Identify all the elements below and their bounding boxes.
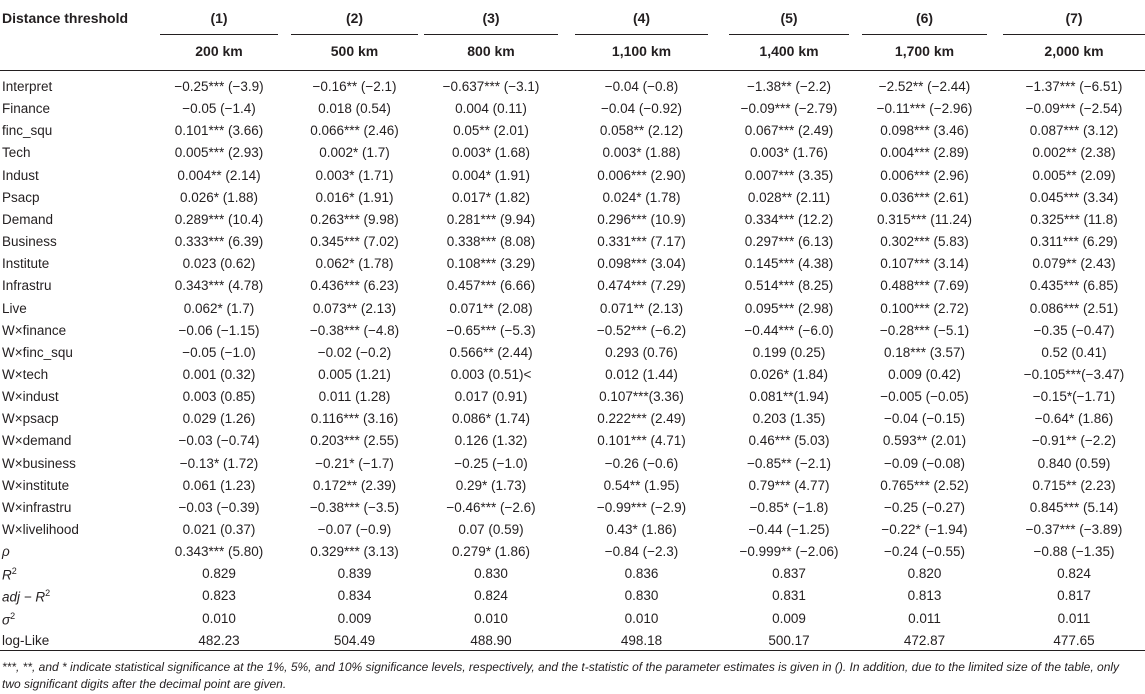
table-cell: 0.004*** (2.89) [880, 145, 969, 161]
table-cell: 0.017 (0.91) [454, 389, 528, 405]
table-cell: 0.840 (0.59) [1037, 455, 1111, 471]
table-cell: −0.02 (−0.2) [317, 344, 392, 360]
table-cell: 0.54** (1.95) [603, 477, 680, 493]
table-row [0, 190, 1145, 210]
table-cell: −0.24 (−0.55) [883, 544, 966, 560]
table-cell: 0.071** (2.08) [449, 300, 533, 316]
table-cell: 0.061 (1.23) [182, 477, 256, 493]
row-label-text: W×finc_squ [2, 344, 73, 360]
table-cell: −0.04 (−0.92) [600, 101, 683, 117]
row-label-text: Tech [2, 145, 31, 161]
table-cell: 0.765*** (2.52) [880, 477, 969, 493]
row-label-text: W×tech [2, 366, 49, 382]
table-cell: 0.29* (1.73) [455, 477, 527, 493]
table-cell: 0.333*** (6.39) [174, 234, 264, 250]
table-cell: 0.830 [474, 566, 508, 582]
table-cell: −0.85* (−1.8) [749, 499, 829, 515]
column-number: (2) [345, 10, 364, 26]
table-cell: 0.839 [337, 566, 372, 582]
table-cell: 0.010 [202, 610, 236, 626]
table-cell: 0.024* (1.78) [602, 189, 681, 205]
table-cell: 482.23 [198, 632, 240, 648]
column-number: (4) [632, 10, 651, 26]
table-cell: 0.073** (2.13) [312, 300, 397, 316]
row-label-text: adj − R [2, 589, 46, 605]
table-cell: −0.21* (−1.7) [315, 455, 394, 471]
table-cell: 0.107*** (3.14) [880, 256, 969, 272]
table-cell: −0.13* (1.72) [179, 455, 259, 471]
column-rule [729, 34, 849, 35]
table-cell: −0.88 (−1.35) [1033, 544, 1115, 560]
row-label [2, 79, 52, 94]
table-row [0, 145, 1145, 165]
table-cell: 0.071** (2.13) [599, 300, 684, 316]
row-label-text: Business [2, 234, 57, 250]
table-cell: 0.199 (0.25) [752, 344, 826, 360]
row-label-text: Institute [2, 256, 50, 272]
table-cell: 0.062* (1.7) [183, 300, 255, 316]
table-cell: 0.715** (2.23) [1032, 477, 1116, 493]
table-row [0, 433, 1145, 453]
table-cell: −0.65*** (−5.3) [446, 322, 536, 338]
table-cell: −0.05 (−1.4) [182, 101, 256, 117]
table-cell: −0.25 (−1.0) [454, 455, 528, 471]
table-cell: −0.28*** (−5.1) [879, 322, 970, 338]
table-cell: 0.116*** (3.16) [310, 411, 399, 427]
table-cell: 0.003* (1.76) [749, 145, 829, 161]
table-cell: 0.07 (0.59) [458, 522, 524, 537]
table-cell: 0.100*** (2.72) [880, 300, 969, 316]
table-cell: 0.435*** (6.85) [1029, 278, 1119, 294]
table-cell: −1.37*** (−6.51) [1025, 79, 1123, 94]
table-cell: 0.036*** (2.61) [880, 189, 969, 205]
table-cell: 0.52 (0.41) [1041, 344, 1107, 360]
table-cell: −0.38*** (−3.5) [309, 499, 400, 515]
header-row-numbers [0, 10, 1145, 30]
column-number: (6) [915, 10, 934, 26]
table-cell: 0.436*** (6.23) [310, 278, 399, 294]
table-cell: 0.829 [202, 566, 236, 582]
row-label-text: Finance [2, 101, 51, 117]
table-cell: −0.09 (−0.08) [883, 455, 966, 471]
table-cell: 477.65 [1053, 632, 1095, 648]
column-number: (5) [780, 10, 798, 26]
table-cell: 0.05** (2.01) [453, 123, 529, 139]
column-rule [1003, 34, 1145, 35]
table-row [0, 566, 1145, 586]
table-cell: 0.002* (1.7) [319, 145, 390, 161]
table-cell: 0.079** (2.43) [1032, 256, 1116, 272]
column-number: (7) [1065, 10, 1083, 26]
table-cell: 498.18 [620, 632, 663, 648]
table-cell: 0.003 (0.51)< [450, 366, 532, 382]
table-cell: 0.315*** (11.24) [876, 211, 973, 227]
table-cell: 0.028** (2.11) [747, 189, 831, 205]
table-cell: 0.79*** (4.77) [748, 477, 830, 493]
header-label: Distance threshold [2, 10, 129, 26]
table-cell: 0.488*** (7.69) [880, 278, 969, 294]
table-cell: −0.46*** (−2.6) [446, 499, 536, 515]
row-label [2, 500, 71, 515]
table-cell: −0.35 (−0.47) [1033, 322, 1115, 338]
table-cell: 0.331*** (7.17) [597, 234, 686, 250]
table-cell: 0.005*** (2.93) [174, 145, 264, 161]
table-cell: 0.329*** (3.13) [310, 544, 399, 560]
row-label [2, 544, 10, 559]
column-rule [862, 34, 987, 35]
row-label-text: W×business [2, 455, 76, 471]
table-cell: 0.845*** (5.14) [1029, 499, 1119, 515]
row-label-text: W×indust [2, 389, 59, 405]
row-label [2, 278, 52, 293]
table-row [0, 456, 1145, 476]
row-label [2, 633, 49, 648]
table-cell: −0.44 (−1.25) [748, 522, 830, 537]
table-cell: −0.25*** (−3.9) [174, 79, 264, 94]
table-cell: 0.086* (1.74) [451, 411, 531, 427]
threshold-label: 1,700 km [894, 43, 955, 59]
table-cell: 0.107***(3.36) [599, 389, 684, 405]
table-cell: 0.338*** (8.08) [446, 234, 536, 250]
table-cell: 0.004** (2.14) [177, 167, 261, 183]
table-cell: 0.831 [772, 588, 806, 604]
table-row [0, 588, 1145, 608]
row-label [2, 478, 69, 493]
row-label-text: Infrastru [2, 278, 52, 294]
row-label [2, 301, 27, 316]
table-cell: 0.281*** (9.94) [446, 211, 536, 227]
table-row [0, 79, 1145, 99]
table-cell: −0.11*** (−2.96) [876, 101, 973, 117]
table-row [0, 234, 1145, 254]
table-footnote: ***, **, and * indicate statistical significance at the 1%, 5%, and 10% significance levels, respectively, and the t-statistic of the parameter estimates is given in (). In addition, due to the limited size of the table, only two significant digits after the decimal point are given. [2, 660, 1120, 691]
table-cell: 0.43* (1.86) [606, 522, 677, 537]
table-cell: −0.05 (−1.0) [182, 344, 256, 360]
table-cell: 0.302*** (5.83) [880, 234, 969, 250]
table-cell: 0.023 (0.62) [182, 256, 256, 272]
row-label [2, 101, 50, 116]
table-cell: 0.297*** (6.13) [744, 234, 834, 250]
table-cell: 0.018 (0.54) [318, 101, 391, 117]
table-cell: 0.006*** (2.96) [880, 167, 969, 183]
table-cell: −0.84 (−2.3) [604, 544, 679, 560]
table-cell: 0.293 (0.76) [605, 344, 678, 360]
table-cell: 0.026* (1.84) [749, 366, 829, 382]
table-cell: 0.026* (1.88) [179, 189, 259, 205]
table-cell: −0.91** (−2.2) [1031, 433, 1117, 449]
row-label [2, 123, 52, 138]
table-row [0, 500, 1145, 520]
table-cell: 488.90 [470, 632, 512, 648]
table-cell: −0.09*** (−2.79) [740, 101, 838, 117]
header-row-thresholds [0, 43, 1145, 63]
table-cell: 0.006*** (2.90) [597, 167, 686, 183]
table-cell: 0.007*** (3.35) [744, 167, 834, 183]
table-cell: 0.067*** (2.49) [744, 123, 834, 139]
table-cell: 0.817 [1057, 588, 1091, 604]
table-cell: 0.086*** (2.51) [1029, 300, 1119, 316]
table-cell: 0.010 [474, 610, 508, 626]
table-cell: 0.011 [908, 610, 941, 626]
table-cell: 0.203 (1.35) [752, 411, 826, 427]
table-cell: 0.066*** (2.46) [310, 123, 399, 139]
table-cell: 0.18*** (3.57) [883, 344, 966, 360]
table-cell: 0.011 [1057, 610, 1091, 626]
row-label [2, 345, 73, 360]
table-row [0, 611, 1145, 631]
table-cell: 0.009 [772, 610, 806, 626]
table-cell: 0.263*** (9.98) [310, 211, 399, 227]
table-cell: −0.38*** (−4.8) [309, 322, 400, 338]
table-cell: 0.101*** (4.71) [597, 433, 686, 449]
row-label [2, 234, 57, 249]
row-label-superscript: 2 [11, 566, 17, 577]
table-cell: 0.334*** (12.2) [744, 211, 834, 227]
table-cell: −2.52** (−2.44) [878, 79, 971, 94]
table-cell: 472.87 [903, 632, 946, 648]
column-rule [575, 34, 708, 35]
row-label-text: ρ [2, 544, 10, 560]
table-cell: 0.017* (1.82) [451, 189, 531, 205]
table-row [0, 478, 1145, 498]
row-label [2, 522, 79, 537]
table-cell: 0.004 (0.11) [455, 101, 527, 117]
table-cell: 0.824 [474, 588, 508, 604]
table-cell: 0.126 (1.32) [454, 433, 528, 449]
threshold-label: 200 km [195, 43, 243, 59]
table-cell: −0.03 (−0.39) [178, 499, 260, 515]
table-cell: 0.46*** (5.03) [748, 433, 830, 449]
table-cell: 0.021 (0.37) [182, 522, 256, 537]
table-row [0, 212, 1145, 232]
table-cell: 504.49 [333, 632, 376, 648]
table-cell: 0.593** (2.01) [882, 433, 967, 449]
table-cell: 0.004* (1.91) [451, 167, 531, 183]
table-row [0, 301, 1145, 321]
table-cell: −0.637*** (−3.1) [442, 79, 540, 94]
table-cell: 0.279* (1.86) [451, 544, 531, 560]
row-label [2, 566, 17, 583]
table-cell: 0.296*** (10.9) [597, 211, 686, 227]
table-cell: −0.06 (−1.15) [178, 322, 260, 338]
column-rule [291, 34, 418, 35]
table-row [0, 522, 1145, 542]
table-row [0, 389, 1145, 409]
table-cell: 0.062* (1.78) [315, 256, 394, 272]
threshold-label: 800 km [467, 43, 515, 59]
table-row [0, 323, 1145, 343]
table-cell: 0.222*** (2.49) [597, 411, 686, 427]
table-cell: 0.003 (0.85) [182, 389, 256, 405]
table-cell: 0.343*** (5.80) [174, 544, 264, 560]
table-cell: 0.311*** (6.29) [1030, 234, 1118, 250]
table-cell: 0.457*** (6.66) [446, 278, 536, 294]
table-cell: −0.16** (−2.1) [312, 79, 397, 94]
row-label [2, 411, 59, 426]
threshold-label: 1,400 km [759, 43, 819, 59]
table-cell: 0.514*** (8.25) [744, 278, 834, 294]
table-cell: 0.098*** (3.46) [880, 123, 969, 139]
column-rule [424, 34, 558, 35]
table-cell: −0.07 (−0.9) [317, 522, 392, 537]
row-label-text: finc_squ [2, 123, 53, 139]
row-label-text: W×psacp [2, 411, 59, 427]
table-cell: −0.999** (−2.06) [739, 544, 839, 560]
table-cell: 0.087*** (3.12) [1029, 123, 1119, 139]
table-cell: −0.03 (−0.74) [178, 433, 260, 449]
table-cell: 0.012 (1.44) [605, 366, 678, 382]
table-cell: 0.002** (2.38) [1032, 145, 1116, 161]
row-label-text: σ [2, 612, 11, 628]
table-cell: 0.003* (1.71) [315, 167, 394, 183]
row-label [2, 256, 49, 271]
row-label [2, 145, 31, 160]
row-label [2, 168, 39, 183]
row-label [2, 611, 15, 628]
table-cell: −0.85** (−2.1) [746, 455, 832, 471]
table-cell: −0.105***(−3.47) [1023, 366, 1125, 382]
table-cell: 0.566** (2.44) [449, 344, 533, 360]
table-cell: 0.172** (2.39) [312, 477, 397, 493]
row-label [2, 367, 48, 382]
row-label-text: Demand [2, 211, 54, 227]
table-cell: 0.289*** (10.4) [174, 211, 264, 227]
row-label-text: Interpret [2, 79, 53, 94]
row-label [2, 389, 59, 404]
row-label-text: log-Like [2, 632, 50, 648]
table-cell: −0.22* (−1.94) [881, 522, 968, 537]
table-cell: 0.005** (2.09) [1032, 167, 1116, 183]
table-cell: 0.836 [624, 566, 659, 582]
row-label-text: Live [2, 300, 27, 316]
table-cell: −0.52*** (−6.2) [596, 322, 687, 338]
table-row [0, 367, 1145, 387]
table-cell: 0.474*** (7.29) [597, 278, 686, 294]
table-row [0, 278, 1145, 298]
column-rule [160, 34, 278, 35]
table-cell: −0.04 (−0.15) [883, 411, 966, 427]
table-bottom-rule [0, 650, 1145, 651]
table-row [0, 544, 1145, 564]
table-cell: 0.001 (0.32) [182, 366, 256, 382]
table-cell: −0.44*** (−6.0) [744, 322, 834, 338]
row-label-text: R [2, 567, 12, 583]
threshold-label: 2,000 km [1044, 43, 1104, 59]
threshold-label: 1,100 km [611, 43, 672, 59]
row-label-superscript: 2 [45, 588, 51, 599]
table-cell: 0.010 [624, 610, 659, 626]
table-cell: −0.37*** (−3.89) [1025, 522, 1123, 537]
header-divider [0, 70, 1145, 71]
row-label [2, 433, 71, 448]
row-label [2, 456, 76, 471]
row-label-superscript: 2 [10, 610, 16, 621]
table-cell: −0.64* (1.86) [1034, 411, 1114, 427]
table-cell: 500.17 [768, 632, 810, 648]
table-cell: 0.108*** (3.29) [446, 256, 536, 272]
table-cell: 0.343*** (4.78) [174, 278, 264, 294]
table-cell: 0.830 [624, 588, 659, 604]
table-cell: −0.04 (−0.8) [604, 79, 679, 94]
table-cell: 0.837 [772, 566, 806, 582]
table-cell: −0.09*** (−2.54) [1025, 101, 1123, 117]
table-cell: 0.203*** (2.55) [310, 433, 399, 449]
table-cell: 0.029 (1.26) [182, 411, 256, 427]
table-cell: 0.820 [907, 566, 942, 582]
table-cell: 0.003* (1.88) [602, 145, 681, 161]
table-cell: 0.005 (1.21) [318, 366, 391, 382]
row-label-text: Indust [2, 167, 39, 183]
row-label-text: W×finance [2, 322, 67, 338]
table-cell: 0.058** (2.12) [599, 123, 684, 139]
table-row [0, 168, 1145, 188]
table-cell: 0.009 [337, 610, 372, 626]
table-cell: −0.005 (−0.05) [880, 389, 969, 405]
table-cell: 0.813 [907, 588, 942, 604]
table-cell: 0.834 [337, 588, 372, 604]
table-cell: 0.145*** (4.38) [744, 256, 834, 272]
table-cell: 0.101*** (3.66) [174, 123, 264, 139]
row-label-text: Psacp [2, 189, 40, 205]
table-cell: 0.045*** (3.34) [1029, 189, 1119, 205]
row-label [2, 323, 66, 338]
table-cell: 0.016* (1.91) [315, 189, 394, 205]
table-cell: −0.25 (−0.27) [883, 499, 966, 515]
table-cell: 0.824 [1057, 566, 1091, 582]
row-label-text: W×livelihood [2, 522, 79, 537]
table-cell: −0.99*** (−2.9) [596, 499, 687, 515]
row-label [2, 588, 50, 605]
column-number: (3) [482, 10, 500, 26]
table-row [0, 101, 1145, 121]
table-row [0, 345, 1145, 365]
table-cell: 0.098*** (3.04) [597, 256, 686, 272]
table-row [0, 123, 1145, 143]
row-label-text: W×institute [2, 477, 70, 493]
table-cell: 0.009 (0.42) [888, 366, 961, 382]
table-cell: 0.011 (1.28) [318, 389, 391, 405]
table-cell: −1.38** (−2.2) [746, 79, 832, 94]
table-row [0, 256, 1145, 276]
table-cell: 0.823 [202, 588, 236, 604]
table-cell: −0.26 (−0.6) [604, 455, 679, 471]
table-cell: 0.003* (1.68) [451, 145, 531, 161]
row-label-text: W×infrastru [2, 499, 72, 515]
threshold-label: 500 km [330, 43, 379, 59]
row-label [2, 212, 53, 227]
table-cell: −0.15*(−1.71) [1032, 389, 1116, 405]
table-cell: 0.325*** (11.8) [1030, 211, 1118, 227]
table-cell: 0.095*** (2.98) [744, 300, 834, 316]
column-number: (1) [210, 10, 228, 26]
table-cell: 0.345*** (7.02) [310, 234, 399, 250]
table-row [0, 411, 1145, 431]
row-label [2, 190, 40, 205]
row-label-text: W×demand [2, 433, 72, 449]
table-cell: 0.081**(1.94) [749, 389, 829, 405]
